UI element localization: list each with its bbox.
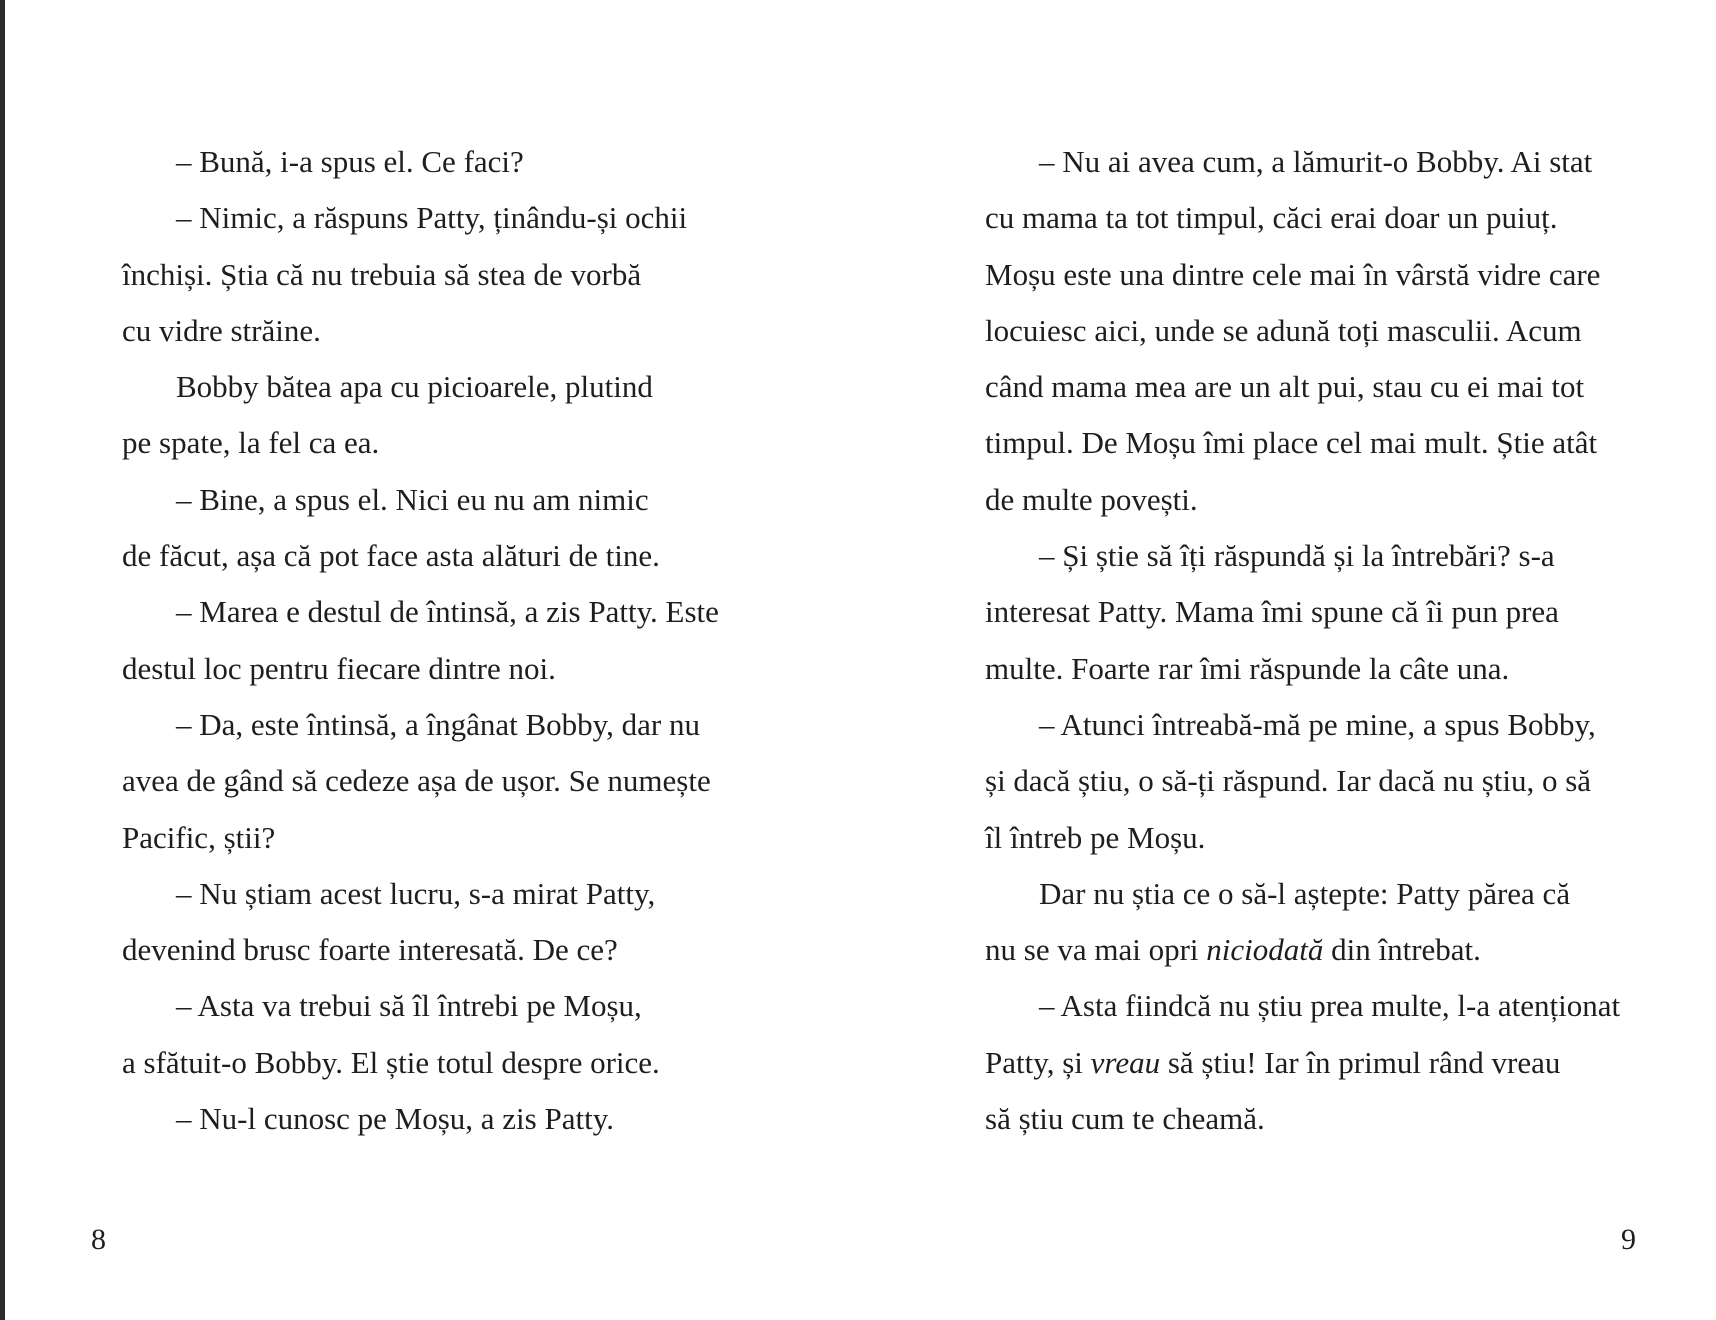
text-segment: Patty, și	[985, 1044, 1091, 1080]
text-line: pe spate, la fel ca ea.	[122, 425, 380, 461]
text-line: – Nu-l cunosc pe Moșu, a zis Patty.	[176, 1101, 614, 1137]
text-line: cu mama ta tot timpul, căci erai doar un puiuț.	[985, 200, 1558, 236]
text-line: interesat Patty. Mama îmi spune că îi pun prea	[985, 594, 1559, 630]
emphasized-word: niciodată	[1206, 932, 1324, 968]
text-line: destul loc pentru fiecare dintre noi.	[122, 650, 556, 686]
text-line: când mama mea are un alt pui, stau cu ei mai tot	[985, 369, 1585, 405]
page-number-left: 8	[91, 1223, 106, 1256]
text-line: de făcut, așa că pot face asta alături de tine.	[122, 538, 660, 574]
text-line: multe. Foarte rar îmi răspunde la câte una.	[985, 650, 1510, 686]
text-line: – Bine, a spus el. Nici eu nu am nimic	[176, 481, 649, 517]
text-line: Bobby bătea apa cu picioarele, plutind	[176, 369, 653, 405]
text-line: – Asta va trebui să îl întrebi pe Moșu,	[176, 988, 642, 1024]
text-segment: nu se va mai opri	[985, 932, 1207, 968]
text-line: și dacă știu, o să-ți răspund. Iar dacă nu știu, o să	[985, 763, 1592, 799]
book-spine-edge	[0, 0, 5, 1320]
left-page-text	[122, 134, 762, 1147]
text-line: avea de gând să cedeze așa de ușor. Se numește	[122, 763, 711, 799]
text-line: – Nimic, a răspuns Patty, ținându-și ochii	[176, 200, 688, 236]
text-line: timpul. De Moșu îmi place cel mai mult. Știe atât	[985, 425, 1598, 461]
text-line: a sfătuit-o Bobby. El știe totul despre orice.	[122, 1044, 660, 1080]
text-line: să știu cum te cheamă.	[985, 1101, 1265, 1137]
text-segment: să știu! Iar în primul rând vreau	[1160, 1044, 1561, 1080]
text-line: – Nu ai avea cum, a lămurit-o Bobby. Ai stat	[1039, 144, 1593, 179]
text-line	[985, 1035, 1625, 1091]
text-line: – Bună, i-a spus el. Ce faci?	[176, 144, 524, 179]
page-number-right: 9	[1621, 1223, 1636, 1256]
text-line: – Și știe să îți răspundă și la întrebări? s-a	[1039, 538, 1555, 574]
text-line: cu vidre străine.	[122, 312, 321, 348]
text-segment: din întrebat.	[1323, 932, 1481, 968]
text-line: locuiesc aici, unde se adună toți masculii. Acum	[985, 312, 1582, 348]
text-line: închiși. Știa că nu trebuia să stea de vorbă	[122, 256, 642, 292]
text-line: – Asta fiindcă nu știu prea multe, l-a atenționat	[1039, 988, 1621, 1024]
text-line: – Atunci întreabă-mă pe mine, a spus Bobby,	[1039, 706, 1596, 742]
emphasized-word: vreau	[1090, 1044, 1161, 1080]
text-line: Moșu este una dintre cele mai în vârstă vidre care	[985, 256, 1601, 292]
text-line: – Da, este întinsă, a îngânat Bobby, dar nu	[176, 706, 701, 742]
text-line: de multe povești.	[985, 481, 1198, 517]
right-page-text	[985, 134, 1625, 1147]
text-line	[985, 922, 1625, 978]
text-line: – Marea e destul de întinsă, a zis Patty. Este	[176, 594, 719, 630]
text-line: devenind brusc foarte interesată. De ce?	[122, 932, 618, 968]
text-line: îl întreb pe Moșu.	[985, 819, 1206, 855]
text-line: Dar nu știa ce o să-l aștepte: Patty părea că	[1039, 875, 1571, 911]
text-line: – Nu știam acest lucru, s-a mirat Patty,	[176, 875, 656, 911]
text-line: Pacific, știi?	[122, 819, 276, 855]
